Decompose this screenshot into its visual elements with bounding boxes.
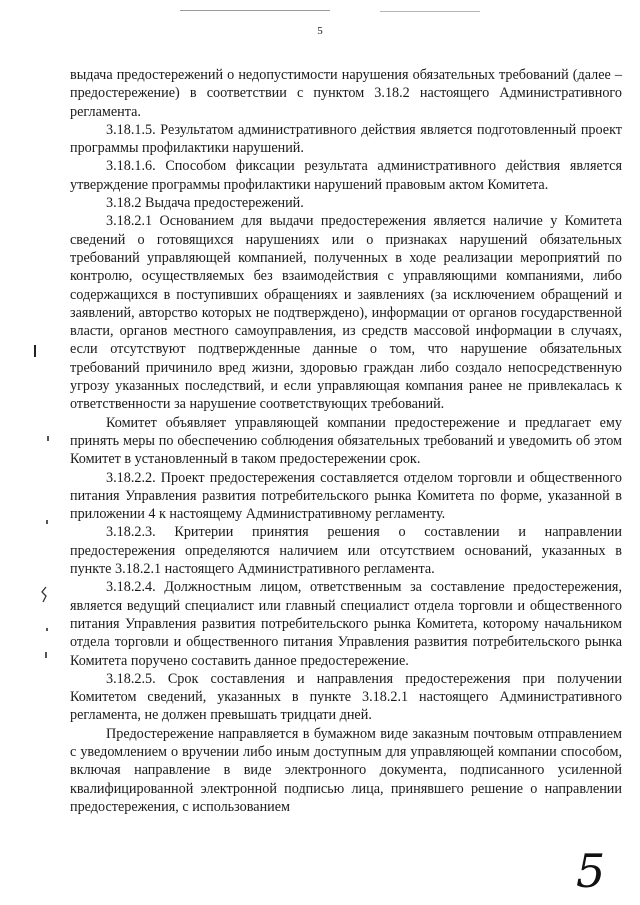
margin-mark (45, 652, 47, 658)
paragraph: 3.18.1.6. Способом фиксации результата административного действия является утверждение программы профилактики нарушений правовым актом Комитета. (70, 158, 622, 193)
margin-mark (34, 345, 36, 357)
section-heading: 3.18.2 Выдача предостережений. (106, 195, 304, 212)
paragraph: 3.18.2.1 Основанием для выдачи предостережения является наличие у Комитета сведений о готовящихся нарушениях или о признаках нарушений обязательных требований управляющей компанией, полученных в ходе реализации мероприятий по контролю, осуществляемых без взаимодействия с управляющими компаниями, либо содержащихся в поступивших обращениях и заявлениях (за исключением обращений и заявлений, авторство которых не подтверждено), информации от органов государственной власти, органов местного самоуправления, из средств массовой информации в случаях, если отсутствуют подтвержденные данные о том, что нарушение обязательных требований причинило вред жизни, здоровью граждан либо создало непосредственную угрозу указанных последствий, и если управляющая компания ранее не привлекалась к ответственности за нарушение соответствующих требований. (70, 213, 622, 413)
paragraph: 3.18.2.3. Критерии принятия решения о составлении и направлении предостережения определяются наличием или отсутствием оснований, указанных в пункте 3.18.2.1 настоящего Административного регламента. (70, 524, 622, 578)
paragraph: Комитет объявляет управляющей компании предостережение и предлагает ему принять меры по обеспечению соблюдения обязательных требований и уведомить об этом Комитет в установленный в таком предостережении срок. (70, 414, 622, 468)
paragraph: 3.18.2.5. Срок составления и направления предостережения при получении Комитетом сведений, указанных в пункте 3.18.2.1 настоящего Административного регламента, не должен превышать тридцати дней. (70, 670, 622, 724)
scan-top-rule (380, 11, 480, 12)
paragraph: Предостережение направляется в бумажном виде заказным почтовым отправлением с уведомлением о вручении либо иным доступным для управляющей компании способом, включая направление в виде электронного документа, подписанного усиленной квалифицированной электронной подписью лица, принявшего решение о направлении предостережения, с использованием (70, 725, 622, 815)
paragraph: 3.18.2.2. Проект предостережения составляется отделом торговли и общественного питания Управления развития потребительского рынка Комитета по форме, указанной в приложении 4 к настоящему Административному регламенту. (70, 469, 622, 523)
handwritten-page-mark: 5 (576, 844, 606, 898)
margin-mark (40, 586, 50, 604)
paragraph: 3.18.1.5. Результатом административного действия является подготовленный проект программы профилактики нарушений. (70, 121, 622, 157)
margin-mark (47, 436, 49, 441)
scan-top-rule (180, 10, 330, 11)
margin-mark (46, 628, 48, 631)
page-number: 5 (317, 25, 323, 37)
document-body (70, 66, 622, 816)
margin-mark (46, 520, 48, 524)
paragraph: выдача предостережений о недопустимости нарушения обязательных требований (далее – предостережение) в соответствии с пунктом 3.18.2 настоящего Административного регламента. (70, 67, 622, 120)
paragraph: 3.18.2.4. Должностным лицом, ответственным за составление предостережения, является ведущий специалист или главный специалист отдела торговли и общественного питания Управления развития потребительского рынка Комитета, которому начальником отдела торговли и общественного питания Управления развития потребительского рынка Комитета поручено составить данное предостережение. (70, 579, 622, 669)
